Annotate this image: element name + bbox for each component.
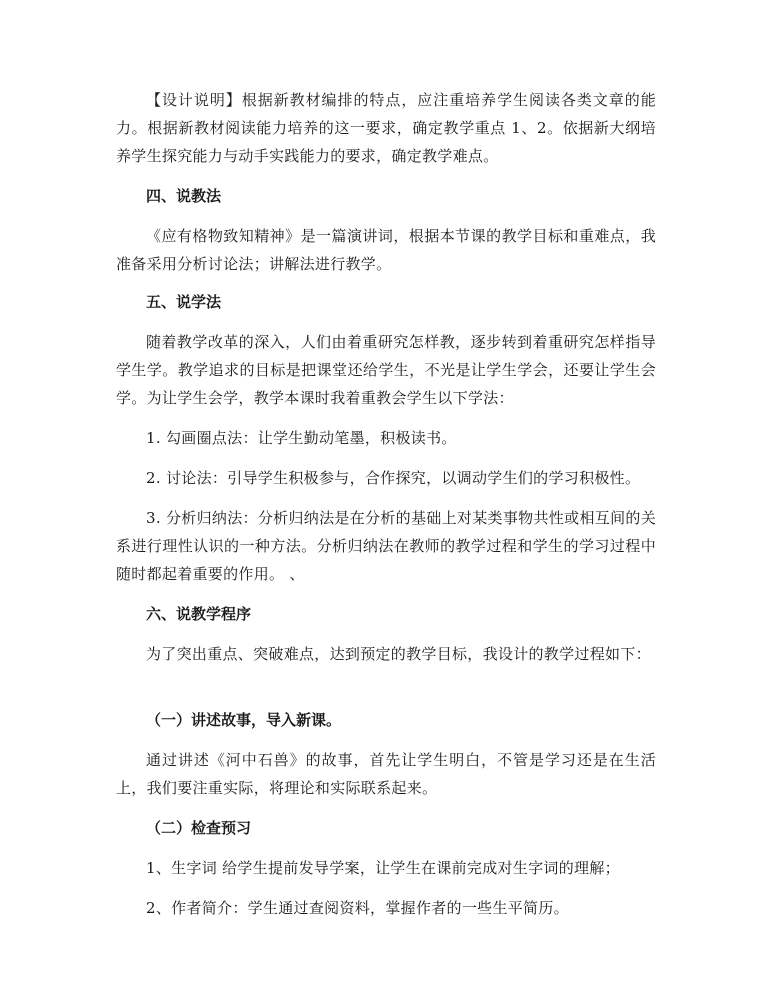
design-note-paragraph: 【设计说明】根据新教材编排的特点，应注重培养学生阅读各类文章的能力。根据新教材阅读能力培养的这一要求，确定教学重点 1、2。依据新大纲培养学生探究能力与动手实践能力的要求，确定教学难点。	[116, 91, 656, 165]
step-1-paragraph: 通过讲述《河中石兽》的故事，首先让学生明白，不管是学习还是在生活上，我们要注重实际，将理论和实际联系起来。	[116, 751, 656, 797]
method-item-3: 3. 分析归纳法：分析归纳法是在分析的基础上对某类事物共性或相互间的关系进行理性认识的一种方法。分析归纳法在教师的教学过程和学生的学习过程中随时都起着重要的作用。 、	[116, 509, 656, 583]
teaching-procedure-paragraph: 为了突出重点、突破难点，达到预定的教学目标，我设计的教学过程如下：	[146, 645, 651, 663]
teaching-method-paragraph: 《应有格物致知精神》是一篇演讲词，根据本节课的教学目标和重难点，我准备采用分析讨论法；讲解法进行教学。	[116, 227, 656, 273]
preview-item-2: 2、作者简介：学生通过查阅资料，掌握作者的一些生平简历。	[146, 899, 569, 917]
section-heading-learning-method: 五、说学法	[146, 293, 222, 311]
learning-method-paragraph: 随着教学改革的深入，人们由着重研究怎样教，逐步转到着重研究怎样指导学生学。教学追求的目标是把课堂还给学生，不光是让学生学会，还要让学生会学。为让学生会学，教学本课时我着重教会学生以下学法：	[116, 333, 656, 407]
section-heading-teaching-method: 四、说教法	[146, 187, 222, 205]
method-item-1: 1. 勾画圈点法：让学生勤动笔墨，积极读书。	[146, 429, 457, 447]
preview-item-1: 1、生字词 给学生提前发导学案，让学生在课前完成对生字词的理解；	[146, 859, 620, 877]
step-2-heading: （二）检查预习	[146, 819, 252, 837]
step-1-heading: （一）讲述故事，导入新课。	[146, 711, 342, 729]
method-item-2: 2. 讨论法：引导学生积极参与，合作探究，以调动学生们的学习积极性。	[146, 469, 641, 487]
section-heading-teaching-procedure: 六、说教学程序	[146, 605, 252, 623]
